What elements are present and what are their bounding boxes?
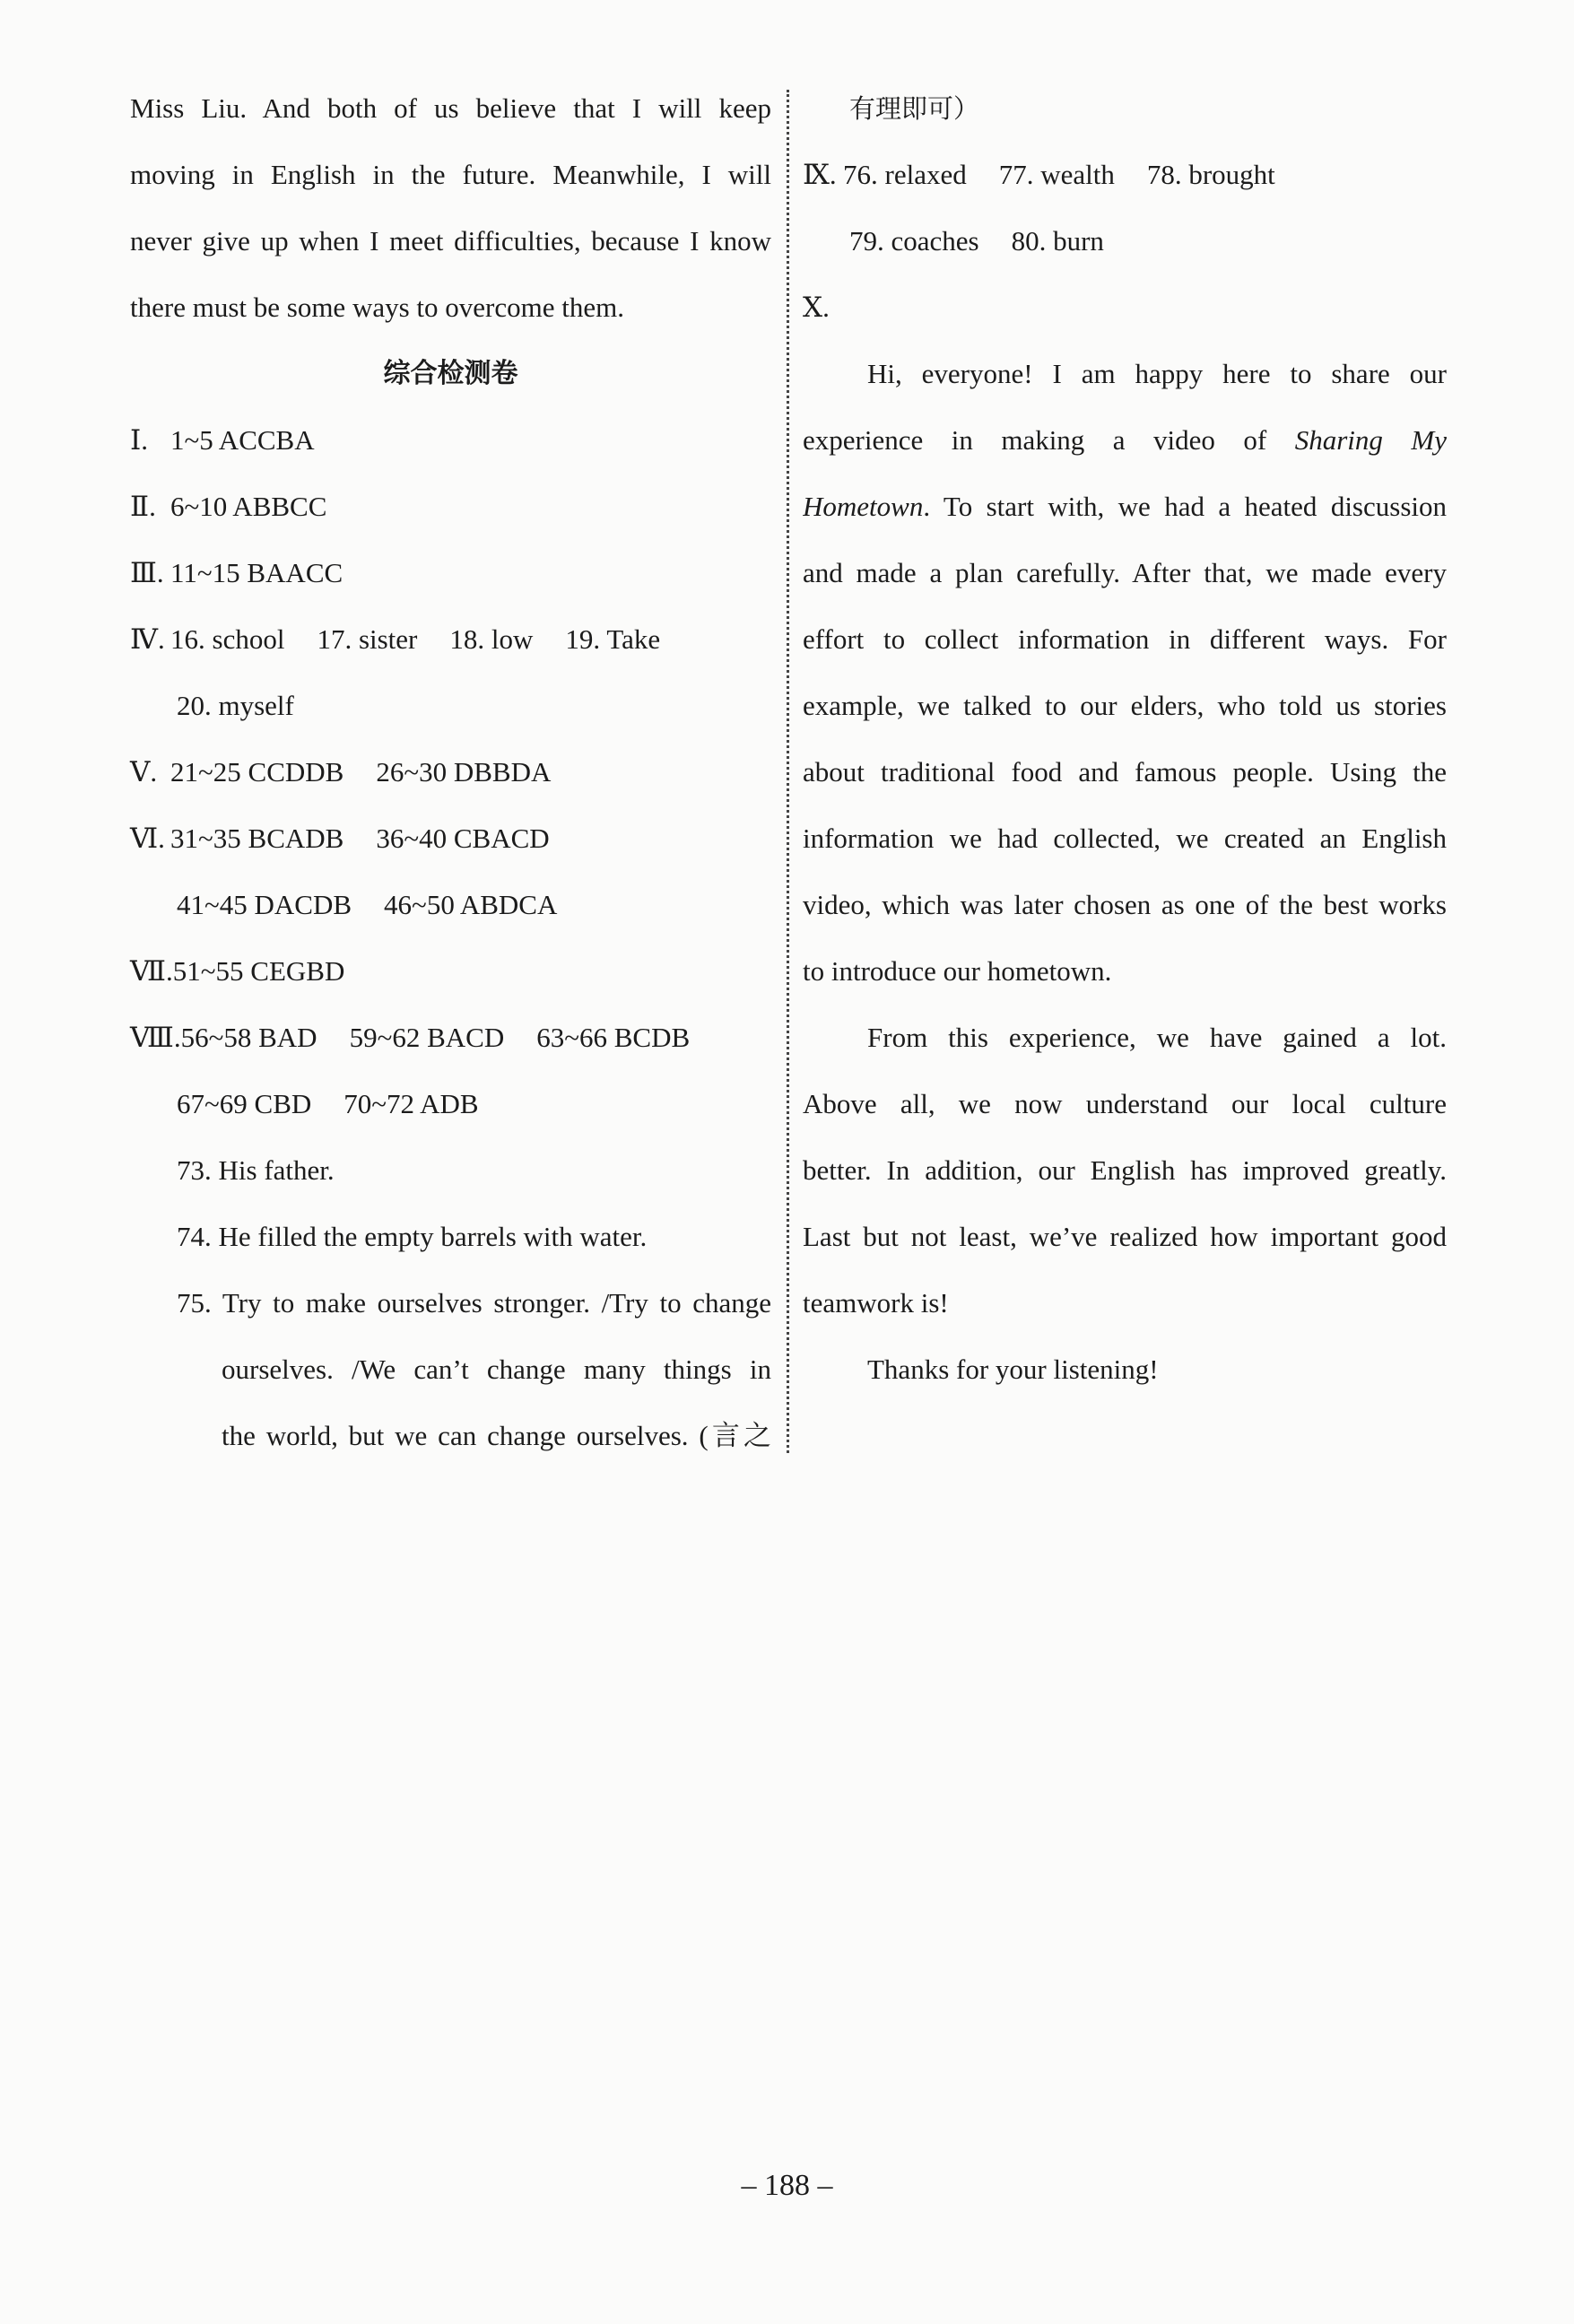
answer-row	[130, 938, 771, 1005]
section-numeral: Ⅲ.	[130, 557, 164, 588]
column-divider	[787, 90, 789, 1453]
answer-item: 59~62 BACD	[349, 1022, 505, 1053]
answer-row	[130, 673, 771, 739]
answer-row	[803, 274, 1447, 341]
answer-item: 78. brought	[1146, 159, 1275, 190]
section-numeral: Ⅳ.	[130, 623, 165, 655]
answer-item: 31~35 BCADB	[170, 823, 344, 854]
answer-text: 6~10 ABBCC	[170, 491, 327, 522]
answer-row	[803, 142, 1447, 208]
left-column	[130, 75, 771, 1469]
answer-item: 63~66 BCDB	[536, 1022, 691, 1053]
answer-item: 18. low	[449, 623, 534, 655]
answer-row	[803, 75, 1447, 142]
video-title: Hometown	[803, 491, 924, 522]
answer-row	[803, 208, 1447, 274]
answer-row	[130, 805, 771, 872]
section-numeral: Ⅴ.	[130, 756, 158, 788]
closing-line: Thanks for your listening!	[867, 1353, 1159, 1385]
section-title: 综合检测卷	[383, 358, 518, 389]
answer-row	[130, 1005, 771, 1071]
answer-row: 75. Try to make ourselves stronger. /Try to change	[177, 1287, 771, 1319]
answer-text: 51~55 CEGBD	[172, 955, 345, 987]
answer-row	[130, 606, 771, 673]
video-title: Sharing My	[1294, 424, 1447, 456]
essay-line: video, which was later chosen as one of the best works	[803, 889, 1447, 920]
answer-item: 80. burn	[1011, 225, 1104, 257]
section-numeral: Ⅱ.	[130, 491, 156, 522]
right-column	[803, 75, 1447, 1403]
essay-line: Above all, we now understand our local culture	[803, 1088, 1447, 1119]
essay-line: there must be some ways to overcome them.	[130, 292, 624, 323]
essay-line: to introduce our hometown.	[803, 955, 1112, 987]
answer-item: 26~30 DBBDA	[376, 756, 552, 788]
answer-row	[130, 739, 771, 805]
essay-line: moving in English in the future. Meanwhile, I will	[130, 159, 771, 190]
answer-item: 77. wealth	[998, 159, 1115, 190]
section-numeral: Ⅵ.	[130, 823, 165, 854]
section-numeral: Ⅸ.	[803, 159, 837, 190]
answer-item: 36~40 CBACD	[376, 823, 550, 854]
answer-row	[130, 407, 771, 474]
answer-item: 70~72 ADB	[343, 1088, 479, 1119]
answer-row: 74. He filled the empty barrels with water.	[177, 1221, 648, 1252]
essay-line: and made a plan carefully. After that, we made every	[803, 557, 1447, 588]
answer-row: 73. His father.	[177, 1154, 335, 1186]
essay-line: Hi, everyone! I am happy here to share our	[867, 358, 1447, 389]
answer-text: 1~5 ACCBA	[170, 424, 315, 456]
essay-line: effort to collect information in different ways. For	[803, 623, 1447, 655]
answer-item: 79. coaches	[849, 225, 979, 257]
answer-item: 56~58 BAD	[180, 1022, 317, 1053]
answer-item: 21~25 CCDDB	[170, 756, 344, 788]
answer-item: 16. school	[170, 623, 285, 655]
answer-row: ourselves. /We can’t change many things in	[222, 1353, 771, 1385]
essay-line: information we had collected, we created an English	[803, 823, 1447, 854]
answer-item: 41~45 DACDB	[177, 889, 352, 920]
essay-line: never give up when I meet difficulties, because I know	[130, 225, 771, 257]
answer-item: 67~69 CBD	[177, 1088, 312, 1119]
essay-line: about traditional food and famous people. Using the	[803, 756, 1447, 788]
answer-row	[130, 474, 771, 540]
answer-row	[130, 1071, 771, 1137]
answer-text: 11~15 BAACC	[170, 557, 343, 588]
essay-line: example, we talked to our elders, who told us stories	[803, 690, 1447, 721]
page-number: – 188 –	[741, 2169, 833, 2202]
essay-line: Miss Liu. And both of us believe that I will keep	[130, 92, 771, 124]
answer-row	[130, 540, 771, 606]
answer-item: 76. relaxed	[843, 159, 967, 190]
essay-line: Last but not least, we’ve realized how important good	[803, 1221, 1447, 1252]
section-numeral: Ⅹ.	[803, 292, 830, 323]
note-text: 有理即可）	[849, 93, 980, 124]
answer-item: 46~50 ABDCA	[384, 889, 558, 920]
essay-line: Hometown. To start with, we had a heated discussion	[803, 491, 1447, 522]
essay-line: teamwork is!	[803, 1287, 949, 1319]
answer-item: 17. sister	[317, 623, 418, 655]
answer-row: the world, but we can change ourselves. (言之	[222, 1420, 771, 1451]
section-numeral: Ⅰ.	[130, 424, 148, 456]
answer-row	[130, 872, 771, 938]
answer-item: 19. Take	[565, 623, 661, 655]
essay-line: experience in making a video of Sharing My	[803, 424, 1447, 456]
essay-line: better. In addition, our English has improved greatly.	[803, 1154, 1447, 1186]
essay-line: From this experience, we have gained a lot.	[867, 1022, 1447, 1053]
section-numeral: Ⅶ.	[130, 955, 173, 987]
section-numeral: Ⅷ.	[130, 1022, 181, 1053]
answer-item: 20. myself	[177, 690, 294, 721]
